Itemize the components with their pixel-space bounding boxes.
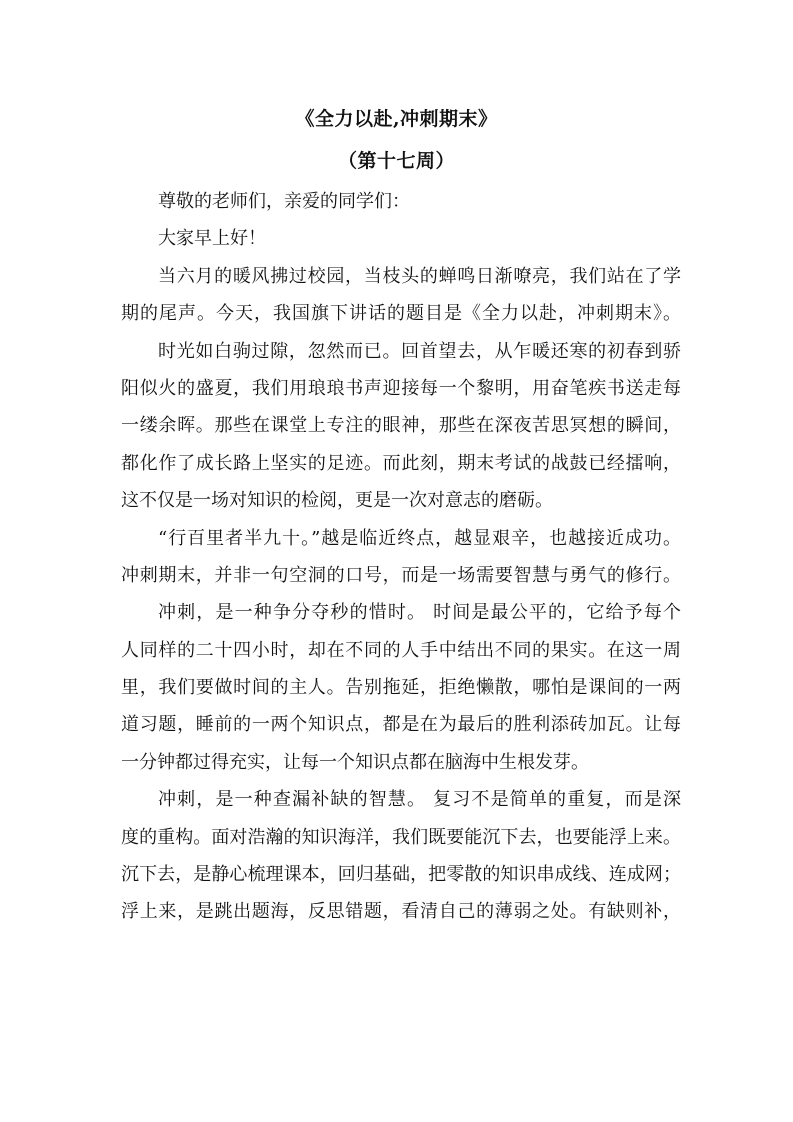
- document-subtitle: （第十七周）: [337, 150, 455, 172]
- paragraph-line: 道习题，睡前的一两个知识点，都是在为最后的胜利添砖加瓦。让每: [121, 714, 681, 736]
- paragraph-line: 冲刺，是一种查漏补缺的智慧。 复习不是简单的重复，而是深: [158, 789, 681, 811]
- document-title: 《全力以赴,冲刺期末》: [295, 108, 498, 130]
- paragraph-line: 沉下去，是静心梳理课本，回归基础，把零散的知识串成线、连成网；: [121, 864, 681, 886]
- paragraph-line: “行百里者半九十。”越是临近终点，越显艰辛，也越接近成功。: [158, 527, 681, 549]
- paragraph-line: 浮上来，是跳出题海，反思错题，看清自己的薄弱之处。有缺则补，: [121, 901, 681, 923]
- paragraph-line: 人同样的二十四小时，却在不同的人手中结出不同的果实。在这一周: [121, 639, 681, 661]
- paragraph-line: 阳似火的盛夏，我们用琅琅书声迎接每一个黎明，用奋笔疾书送走每: [121, 377, 681, 399]
- paragraph-line: 尊敬的老师们，亲爱的同学们：: [158, 191, 410, 212]
- paragraph-line: 都化作了成长路上坚实的足迹。而此刻，期末考试的战鼓已经擂响，: [121, 452, 681, 474]
- paragraph-line: 当六月的暖风拂过校园，当枝头的蝉鸣日渐嘹亮，我们站在了学: [158, 265, 681, 287]
- paragraph-line: 一分钟都过得充实，让每一个知识点都在脑海中生根发芽。: [121, 751, 589, 773]
- paragraph-line: 时光如白驹过隙，忽然而已。回首望去，从乍暖还寒的初春到骄: [158, 340, 681, 362]
- paragraph-line: 冲刺期末，并非一句空洞的口号，而是一场需要智慧与勇气的修行。: [121, 564, 681, 586]
- paragraph-line: 一缕余晖。那些在课堂上专注的眼神，那些在深夜苦思冥想的瞬间，: [121, 415, 681, 437]
- paragraph-line: 度的重构。面对浩瀚的知识海洋，我们既要能沉下去，也要能浮上来。: [121, 826, 681, 848]
- paragraph-line: 这不仅是一场对知识的检阅，更是一次对意志的磨砺。: [121, 490, 553, 512]
- paragraph-line: 大家早上好！: [158, 228, 266, 250]
- paragraph-line: 期的尾声。今天，我国旗下讲话的题目是《全力以赴，冲刺期末》。: [121, 303, 681, 325]
- document-body: [121, 183, 681, 931]
- paragraph-line: 冲刺，是一种争分夺秒的惜时。 时间是最公平的，它给予每个: [158, 602, 681, 624]
- paragraph-line: 里，我们要做时间的主人。告别拖延，拒绝懒散，哪怕是课间的一两: [121, 677, 681, 699]
